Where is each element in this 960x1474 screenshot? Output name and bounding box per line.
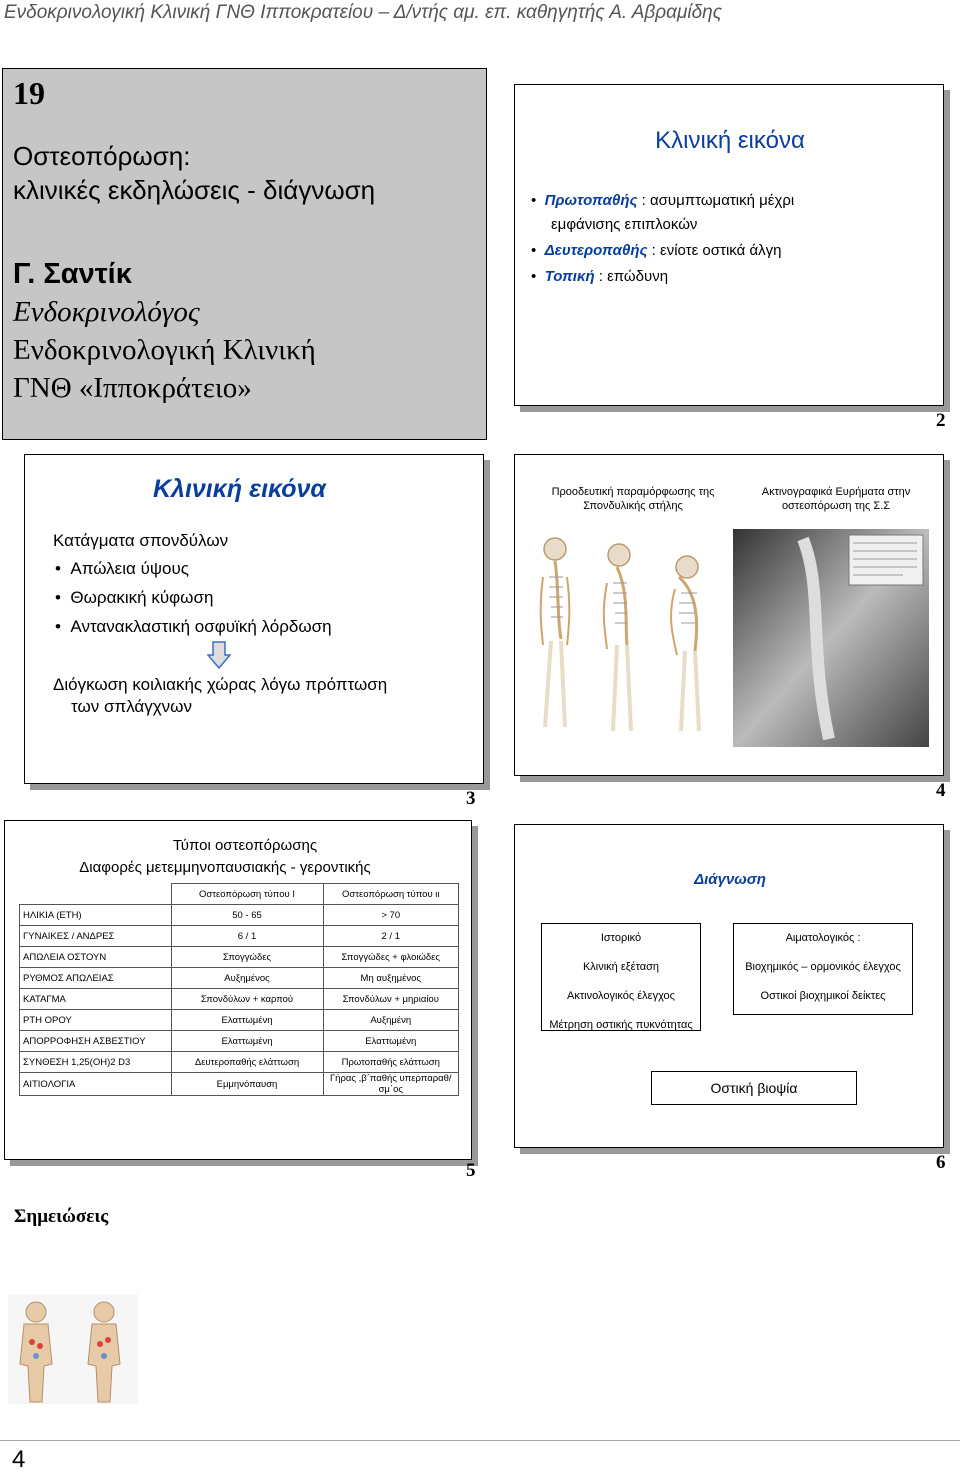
notes-title: Σημειώσεις xyxy=(14,1206,109,1227)
table-cell: Σπονδύλων + καρπού xyxy=(171,989,323,1010)
bullet-item: • Δευτεροπαθής : ενίοτε οστικά άλγη xyxy=(531,242,782,259)
table-cell: Ελαττωμένη xyxy=(171,1031,323,1052)
table-row xyxy=(20,989,459,1010)
page-number: 4 xyxy=(936,780,946,801)
bullet-item: • Απώλεια ύψους xyxy=(55,559,189,578)
slide-3 xyxy=(24,454,484,784)
page-number: 2 xyxy=(936,410,946,431)
table-cell: Αυξημένος xyxy=(171,968,323,989)
table-cell: ΑΠΩΛΕΙΑ ΟΣΤΟΥΝ xyxy=(20,947,172,968)
footer-divider xyxy=(0,1440,960,1441)
clinic-name: Ενδοκρινολογική Κλινική xyxy=(13,334,316,366)
table-cell: Σπογγώδες xyxy=(171,947,323,968)
table-row xyxy=(20,926,459,947)
author-role: Ενδοκρινολόγος xyxy=(13,296,200,328)
table-cell: Σπογγώδες + φλοιώδες xyxy=(323,947,459,968)
table-cell: 50 - 65 xyxy=(171,905,323,926)
slide-title: Διάγνωση xyxy=(694,871,766,888)
bullet-item: • Πρωτοπαθής : ασυμπτωματική μέχρι xyxy=(531,192,795,209)
table-row xyxy=(20,1031,459,1052)
table-cell: 6 / 1 xyxy=(171,926,323,947)
table-header-cell: Οστεοπόρωση τύπου Ι xyxy=(171,884,323,905)
skeleton-illustration xyxy=(529,527,729,747)
bullet-item: • Θωρακική κύφωση xyxy=(55,588,214,607)
table-row xyxy=(20,1052,459,1073)
slide-title xyxy=(13,139,375,207)
bullet-item: εμφάνισης επιπλοκών xyxy=(551,216,698,233)
table-header-row xyxy=(20,884,459,905)
author-name: Γ. Σαντίκ xyxy=(13,258,132,290)
table-cell: ΚΑΤΑΓΜΑ xyxy=(20,989,172,1010)
table-cell: Εμμηνόπαυση xyxy=(171,1073,323,1096)
table-header-cell xyxy=(20,884,172,905)
caption-left: Προοδευτική παραμόρφωσης της Σπονδυλικής στήλης xyxy=(551,486,715,512)
table-cell: > 70 xyxy=(323,905,459,926)
table-header-cell: Οστεοπόρωση τύπου ιι xyxy=(323,884,459,905)
table-cell: Γήρας ,β΄παθής υπερπαραθ/σμ΄ος xyxy=(323,1073,459,1096)
table-cell: Μη αυξημένος xyxy=(323,968,459,989)
table-cell: Πρωτοπαθής ελάττωση xyxy=(323,1052,459,1073)
table-cell: ΑΙΤΙΟΛΟΓΙΑ xyxy=(20,1073,172,1096)
caption-right: Ακτινογραφικά Ευρήματα στην οστεοπόρωση της Σ.Σ xyxy=(761,486,911,512)
slide-6 xyxy=(514,824,944,1148)
slide-title: Κλινική εικόνα xyxy=(655,127,805,154)
result-line-1: Διόγκωση κοιλιακής χώρας λόγω πρόπτωση xyxy=(53,675,388,694)
body-illustration xyxy=(8,1294,138,1404)
page-number: 3 xyxy=(466,788,476,809)
table-cell: Ελαττωμένη xyxy=(323,1031,459,1052)
page-header: Ενδοκρινολογική Κλινική ΓΝΘ Ιπποκρατείου – Δ/ντής αμ. επ. καθηγητής Α. Αβραμίδης xyxy=(4,2,722,23)
bullet-item: • Τοπική : επώδυνη xyxy=(531,268,669,285)
table-row xyxy=(20,968,459,989)
table-cell: Δευτεροπαθής ελάττωση xyxy=(171,1052,323,1073)
slide-title-line-2: Διαφορές μετεμμηνοπαυσιακής - γεροντικής xyxy=(79,859,371,876)
table-cell: ΡΤΗ ΟΡΟΥ xyxy=(20,1010,172,1031)
slide-1 xyxy=(2,68,487,440)
table-cell: Ελαττωμένη xyxy=(171,1010,323,1031)
title-line-2: κλινικές εκδηλώσεις - διάγνωση xyxy=(13,175,376,205)
comparison-table xyxy=(19,883,459,1096)
table-cell: 2 / 1 xyxy=(323,926,459,947)
slide-4 xyxy=(514,454,944,776)
table-cell: ΡΥΘΜΟΣ ΑΠΩΛΕΙΑΣ xyxy=(20,968,172,989)
result-line-2: των σπλάγχνων xyxy=(71,697,192,716)
slide-2 xyxy=(514,84,944,406)
table-row xyxy=(20,905,459,926)
page-number: 5 xyxy=(466,1160,476,1181)
hospital-name: ΓΝΘ «Ιπποκράτειο» xyxy=(13,372,252,404)
table-cell: Σπονδύλων + μηριαίου xyxy=(323,989,459,1010)
xray-image xyxy=(733,529,929,747)
page-number: 6 xyxy=(936,1152,946,1173)
biopsy-box: Οστική βιοψία xyxy=(651,1071,857,1105)
table-row xyxy=(20,947,459,968)
down-arrow-icon xyxy=(207,641,231,669)
table-cell: ΑΠΟΡΡΟΦΗΣΗ ΑΣΒΕΣΤΙΟΥ xyxy=(20,1031,172,1052)
bullet-item: • Αντανακλαστική οσφυϊκή λόρδωση xyxy=(55,617,332,636)
slide-title: Κλινική εικόνα xyxy=(153,475,326,503)
table-cell: ΓΥΝΑΙΚΕΣ / ΑΝΔΡΕΣ xyxy=(20,926,172,947)
slide-number: 19 xyxy=(13,75,45,111)
table-cell: Αυξημένη xyxy=(323,1010,459,1031)
history-exam-box: Ιστορικό Κλινική εξέταση Ακτινολογικός έλεγχος Μέτρηση οστικής πυκνότητας xyxy=(541,923,701,1031)
table-cell: ΣΥΝΘΕΣΗ 1,25(ΟΗ)2 D3 xyxy=(20,1052,172,1073)
table-row xyxy=(20,1073,459,1096)
title-line-1: Οστεοπόρωση: xyxy=(13,141,191,171)
table-cell: ΗΛΙΚΙΑ (ΕΤΗ) xyxy=(20,905,172,926)
author-block xyxy=(13,255,316,407)
lab-tests-box: Αιματολογικός : Βιοχημικός – ορμονικός έλεγχος Οστικοί βιοχημικοί δείκτες xyxy=(733,923,913,1015)
slide-title-line-1: Τύποι οστεοπόρωσης xyxy=(172,837,318,854)
footer-page-number: 4 xyxy=(12,1446,26,1473)
slide-5 xyxy=(4,820,472,1160)
table-row xyxy=(20,1010,459,1031)
section-heading: Κατάγματα σπονδύλων xyxy=(53,531,229,550)
